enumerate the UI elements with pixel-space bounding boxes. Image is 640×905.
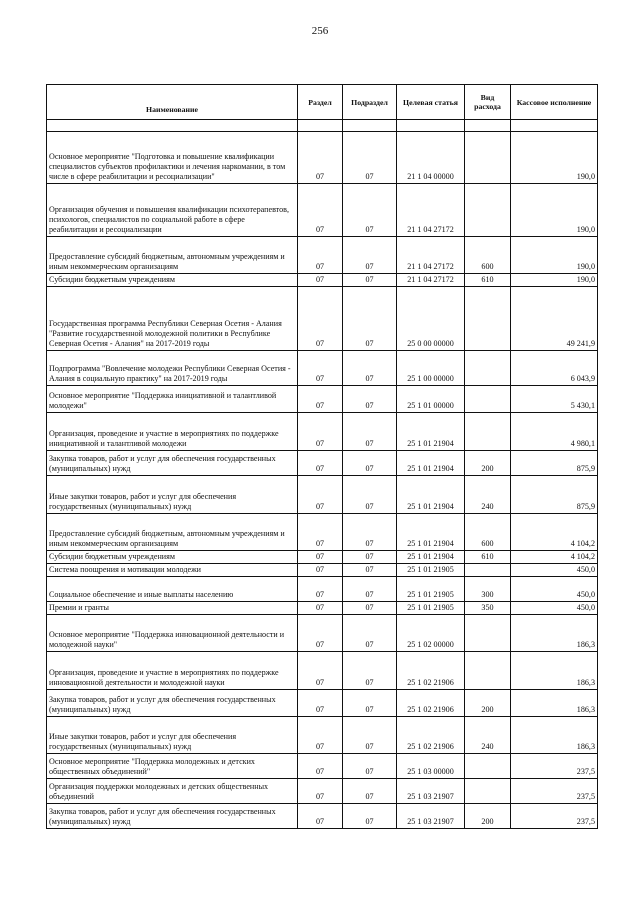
row-name: Премии и гранты xyxy=(47,602,298,615)
row-subsection: 07 xyxy=(343,615,397,652)
table-row xyxy=(47,602,598,615)
row-section: 07 xyxy=(298,652,343,690)
row-section: 07 xyxy=(298,476,343,514)
table-row xyxy=(47,551,598,564)
row-name: Организация, проведение и участие в мероприятиях по поддержке инновационной деятельности и молодежной науки xyxy=(47,652,298,690)
budget-execution-table xyxy=(46,84,598,829)
table-row xyxy=(47,779,598,804)
row-section: 07 xyxy=(298,690,343,717)
table-row xyxy=(47,754,598,779)
row-expense-type xyxy=(465,351,511,386)
row-target: 25 1 02 21906 xyxy=(397,690,465,717)
row-target: 25 1 03 21907 xyxy=(397,804,465,829)
row-subsection: 07 xyxy=(343,476,397,514)
row-section: 07 xyxy=(298,577,343,602)
row-target: 25 0 00 00000 xyxy=(397,287,465,351)
row-cash: 4 104,2 xyxy=(511,551,598,564)
row-expense-type: 200 xyxy=(465,451,511,476)
row-name: Организация, проведение и участие в мероприятиях по поддержке инициативной и талантливой молодежи xyxy=(47,413,298,451)
table-row xyxy=(47,386,598,413)
row-expense-type: 610 xyxy=(465,551,511,564)
row-cash: 4 980,1 xyxy=(511,413,598,451)
table-row xyxy=(47,514,598,551)
row-cash: 186,3 xyxy=(511,652,598,690)
table-row xyxy=(47,184,598,237)
row-subsection: 07 xyxy=(343,577,397,602)
row-target: 25 1 03 21907 xyxy=(397,779,465,804)
row-cash: 237,5 xyxy=(511,754,598,779)
row-name: Основное мероприятие "Подготовка и повышение квалификации специалистов субъектов профилактики и лечения наркомании, в том числе в сфере реабилитации и ресоциализации" xyxy=(47,132,298,184)
row-subsection: 07 xyxy=(343,451,397,476)
row-expense-type: 600 xyxy=(465,237,511,274)
row-cash: 6 043,9 xyxy=(511,351,598,386)
table-row xyxy=(47,132,598,184)
row-subsection: 07 xyxy=(343,274,397,287)
row-expense-type xyxy=(465,132,511,184)
row-subsection: 07 xyxy=(343,602,397,615)
row-name: Предоставление субсидий бюджетным, автономным учреждениям и иным некоммерческим организациям xyxy=(47,237,298,274)
row-target: 25 1 01 21904 xyxy=(397,451,465,476)
row-cash: 186,3 xyxy=(511,615,598,652)
row-expense-type xyxy=(465,779,511,804)
row-expense-type xyxy=(465,287,511,351)
row-expense-type xyxy=(465,754,511,779)
row-name: Закупка товаров, работ и услуг для обеспечения государственных (муниципальных) нужд xyxy=(47,804,298,829)
row-expense-type: 240 xyxy=(465,717,511,754)
table-header-row xyxy=(47,85,598,120)
row-subsection: 07 xyxy=(343,754,397,779)
row-cash: 190,0 xyxy=(511,274,598,287)
table-row xyxy=(47,804,598,829)
header-expense-type: Вид расхода xyxy=(465,85,511,120)
row-subsection: 07 xyxy=(343,804,397,829)
row-section: 07 xyxy=(298,602,343,615)
row-target: 25 1 01 00000 xyxy=(397,386,465,413)
row-target: 25 1 02 00000 xyxy=(397,615,465,652)
table-row xyxy=(47,287,598,351)
row-expense-type xyxy=(465,413,511,451)
row-name: Субсидии бюджетным учреждениям xyxy=(47,551,298,564)
row-target: 21 1 04 27172 xyxy=(397,274,465,287)
header-target: Целевая статья xyxy=(397,85,465,120)
row-target: 25 1 01 21904 xyxy=(397,514,465,551)
row-section: 07 xyxy=(298,184,343,237)
row-target: 25 1 01 21905 xyxy=(397,602,465,615)
row-target: 25 1 01 21904 xyxy=(397,476,465,514)
row-expense-type xyxy=(465,564,511,577)
row-section: 07 xyxy=(298,514,343,551)
row-expense-type: 300 xyxy=(465,577,511,602)
row-name: Основное мероприятие "Поддержка инновационной деятельности и молодежной науки" xyxy=(47,615,298,652)
row-name: Субсидии бюджетным учреждениям xyxy=(47,274,298,287)
row-cash: 450,0 xyxy=(511,602,598,615)
row-section: 07 xyxy=(298,274,343,287)
table-row xyxy=(47,717,598,754)
row-target: 25 1 01 21905 xyxy=(397,577,465,602)
row-cash: 190,0 xyxy=(511,184,598,237)
row-target: 25 1 01 21904 xyxy=(397,551,465,564)
header-cash: Кассовое исполнение xyxy=(511,85,598,120)
row-section: 07 xyxy=(298,451,343,476)
table-row xyxy=(47,577,598,602)
row-target: 25 1 03 00000 xyxy=(397,754,465,779)
row-subsection: 07 xyxy=(343,351,397,386)
row-name: Организация обучения и повышения квалификации психотерапевтов, психологов, специалистов по социальной работе в сфере реабилитации и ресоциализации xyxy=(47,184,298,237)
row-section: 07 xyxy=(298,386,343,413)
row-target: 25 1 02 21906 xyxy=(397,717,465,754)
row-expense-type: 200 xyxy=(465,804,511,829)
row-subsection: 07 xyxy=(343,564,397,577)
row-subsection: 07 xyxy=(343,237,397,274)
table-row xyxy=(47,615,598,652)
table-spacer-row xyxy=(47,120,598,132)
row-subsection: 07 xyxy=(343,652,397,690)
row-name: Предоставление субсидий бюджетным, автономным учреждениям и иным некоммерческим организациям xyxy=(47,514,298,551)
row-name: Иные закупки товаров, работ и услуг для обеспечения государственных (муниципальных) нужд xyxy=(47,476,298,514)
row-cash: 237,5 xyxy=(511,804,598,829)
row-name: Организация поддержки молодежных и детских общественных объединений xyxy=(47,779,298,804)
row-name: Государственная программа Республики Северная Осетия - Алания "Развитие государственной молодежной политики в Республике Северная Осетия - Алания" на 2017-2019 годы xyxy=(47,287,298,351)
table-row xyxy=(47,564,598,577)
header-section: Раздел xyxy=(298,85,343,120)
row-expense-type: 600 xyxy=(465,514,511,551)
row-expense-type: 240 xyxy=(465,476,511,514)
table-row xyxy=(47,351,598,386)
row-expense-type xyxy=(465,386,511,413)
row-expense-type xyxy=(465,184,511,237)
row-subsection: 07 xyxy=(343,551,397,564)
row-section: 07 xyxy=(298,804,343,829)
row-subsection: 07 xyxy=(343,514,397,551)
row-name: Закупка товаров, работ и услуг для обеспечения государственных (муниципальных) нужд xyxy=(47,451,298,476)
row-name: Система поощрения и мотивации молодежи xyxy=(47,564,298,577)
table-row xyxy=(47,413,598,451)
table-row xyxy=(47,476,598,514)
row-subsection: 07 xyxy=(343,184,397,237)
row-expense-type xyxy=(465,652,511,690)
row-section: 07 xyxy=(298,237,343,274)
row-cash: 186,3 xyxy=(511,690,598,717)
row-section: 07 xyxy=(298,779,343,804)
row-name: Подпрограмма "Вовлечение молодежи Республики Северная Осетия - Алания в социальную практику" на 2017-2019 годы xyxy=(47,351,298,386)
table-row xyxy=(47,690,598,717)
row-subsection: 07 xyxy=(343,413,397,451)
row-cash: 4 104,2 xyxy=(511,514,598,551)
header-subsection: Подраздел xyxy=(343,85,397,120)
row-subsection: 07 xyxy=(343,690,397,717)
row-expense-type: 200 xyxy=(465,690,511,717)
row-target: 21 1 04 27172 xyxy=(397,237,465,274)
row-expense-type: 610 xyxy=(465,274,511,287)
table-row xyxy=(47,274,598,287)
row-subsection: 07 xyxy=(343,386,397,413)
row-name: Основное мероприятие "Поддержка молодежных и детских общественных объединений" xyxy=(47,754,298,779)
table-row xyxy=(47,652,598,690)
row-section: 07 xyxy=(298,413,343,451)
row-subsection: 07 xyxy=(343,717,397,754)
row-cash: 190,0 xyxy=(511,237,598,274)
row-section: 07 xyxy=(298,615,343,652)
header-name: Наименование xyxy=(47,85,298,120)
page-number: 256 xyxy=(311,25,329,37)
row-subsection: 07 xyxy=(343,132,397,184)
row-target: 21 1 04 00000 xyxy=(397,132,465,184)
row-subsection: 07 xyxy=(343,287,397,351)
row-cash: 186,3 xyxy=(511,717,598,754)
row-subsection: 07 xyxy=(343,779,397,804)
table-row xyxy=(47,237,598,274)
row-name: Основное мероприятие "Поддержка инициативной и талантливой молодежи" xyxy=(47,386,298,413)
row-expense-type: 350 xyxy=(465,602,511,615)
row-expense-type xyxy=(465,615,511,652)
row-target: 25 1 01 21904 xyxy=(397,413,465,451)
row-target: 25 1 00 00000 xyxy=(397,351,465,386)
row-name: Закупка товаров, работ и услуг для обеспечения государственных (муниципальных) нужд xyxy=(47,690,298,717)
row-section: 07 xyxy=(298,754,343,779)
row-section: 07 xyxy=(298,551,343,564)
row-section: 07 xyxy=(298,287,343,351)
row-name: Иные закупки товаров, работ и услуг для обеспечения государственных (муниципальных) нужд xyxy=(47,717,298,754)
row-cash: 875,9 xyxy=(511,451,598,476)
row-name: Социальное обеспечение и иные выплаты населению xyxy=(47,577,298,602)
row-cash: 875,9 xyxy=(511,476,598,514)
row-cash: 5 430,1 xyxy=(511,386,598,413)
row-target: 25 1 02 21906 xyxy=(397,652,465,690)
row-target: 21 1 04 27172 xyxy=(397,184,465,237)
row-cash: 450,0 xyxy=(511,564,598,577)
row-cash: 49 241,9 xyxy=(511,287,598,351)
row-target: 25 1 01 21905 xyxy=(397,564,465,577)
table-row xyxy=(47,451,598,476)
row-section: 07 xyxy=(298,351,343,386)
row-cash: 450,0 xyxy=(511,577,598,602)
row-cash: 190,0 xyxy=(511,132,598,184)
row-section: 07 xyxy=(298,132,343,184)
row-cash: 237,5 xyxy=(511,779,598,804)
row-section: 07 xyxy=(298,564,343,577)
row-section: 07 xyxy=(298,717,343,754)
